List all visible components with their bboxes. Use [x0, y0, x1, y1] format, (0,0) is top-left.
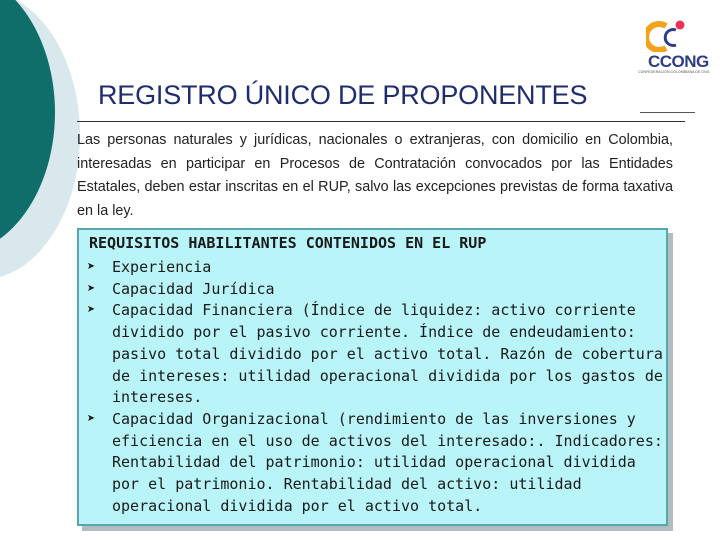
requirement-text: Experiencia — [112, 258, 212, 276]
requirements-list — [87, 257, 667, 517]
arrow-right-bullet-icon: ➤ — [87, 410, 96, 427]
requirements-box — [77, 228, 668, 526]
logo-tagline: CONFEDERACIÓN COLOMBIANA DE ONG — [638, 70, 710, 74]
arrow-right-bullet-icon: ➤ — [87, 302, 96, 319]
list-item — [87, 300, 667, 409]
requirement-text: Capacidad Organizacional (rendimiento de las inversiones y eficiencia en el uso de activos del interesado:. Indicadores: Rentabilidad del patrimonio: utilidad operacional dividida por el patrimonio. Rentabilidad del activo: utilidad operacional dividida por el activo total. — [112, 409, 663, 515]
ccong-logo — [634, 18, 714, 76]
requirement-text: Capacidad Financiera (Índice de liquidez: activo corriente dividido por el pasivo corriente. Índice de endeudamiento: pasivo total dividido por el activo total. Razón de cobertura de intereses: utilidad operacional dividida por los gastos de intereses. — [112, 301, 663, 407]
title-divider — [640, 112, 695, 113]
requirement-text: Capacidad Jurídica — [112, 279, 275, 298]
page-title: REGISTRO ÚNICO DE PROPONENTES — [98, 80, 588, 110]
logo-name: CCONG — [648, 52, 709, 71]
list-item — [87, 279, 667, 301]
logo-emblem-icon — [646, 18, 704, 52]
requirements-heading: REQUISITOS HABILITANTES CONTENIDOS EN EL RUP — [89, 234, 487, 252]
list-item — [87, 409, 667, 518]
arrow-right-bullet-icon: ➤ — [87, 280, 96, 297]
list-item — [87, 257, 667, 279]
arrow-right-bullet-icon: ➤ — [87, 259, 96, 275]
intro-paragraph: Las personas naturales y jurídicas, nacionales o extranjeras, con domicilio en Colombia, interesadas en participar en Procesos de Contratación convocados por las Entidades Estatales, deben estar inscritas en el RUP, salvo las excepciones previstas de forma taxativa en la ley. — [77, 132, 673, 219]
section-divider — [77, 121, 685, 122]
